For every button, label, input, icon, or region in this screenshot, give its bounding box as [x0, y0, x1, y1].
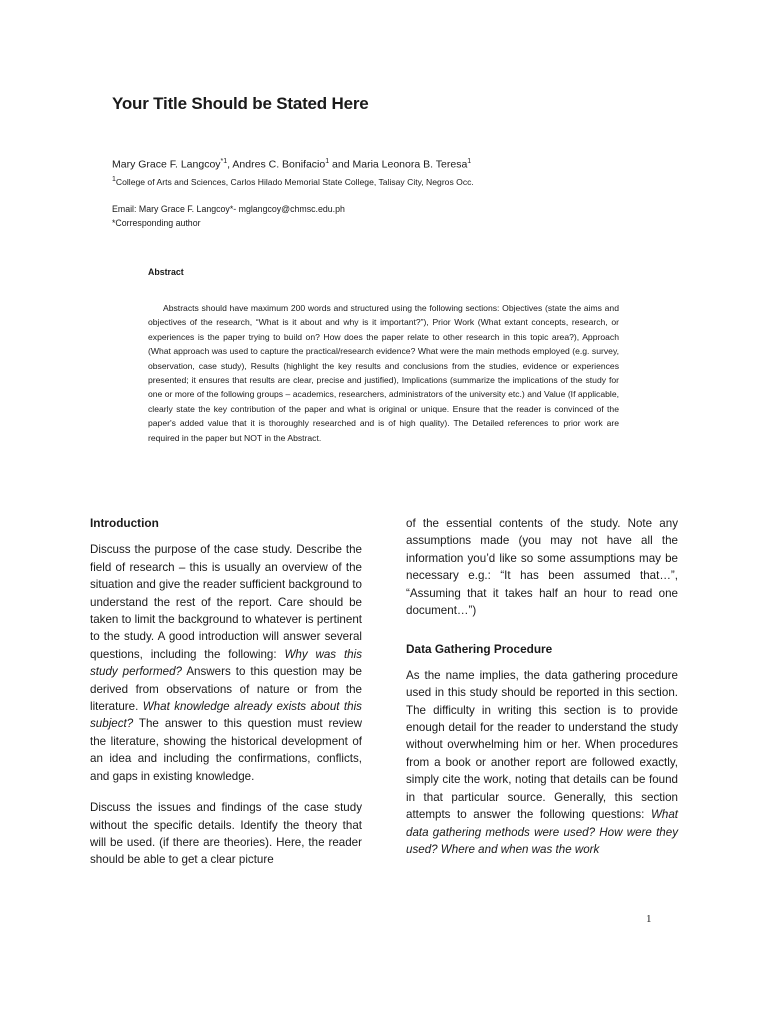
intro-text-a: Discuss the purpose of the case study. Describe the field of research – this is usually an overview of the situation and give the reader sufficient background to understand the rest of the report. Care should be taken to limit the background to whatever is pertinent to the study. A good introduction will answer several questions, including the following:: [90, 543, 362, 661]
corresponding-author-note: *Corresponding author: [112, 218, 201, 228]
paper-title: Your Title Should be Stated Here: [112, 94, 369, 113]
introduction-continuation: of the essential contents of the study. Note any assumptions made (you may not have all the information you’d like so some assumptions may be necessary e.g.: “It has been assumed that…”, “Assuming that it takes half an hour to read one document…”): [406, 517, 678, 618]
right-column: [406, 515, 678, 858]
intro-question-1: Why was this study performed?: [90, 647, 362, 679]
email-line: Email: Mary Grace F. Langcoy*- mglangcoy@chmsc.edu.ph: [112, 204, 345, 214]
page-number: 1: [646, 913, 652, 925]
data-gathering-paragraph: [406, 667, 678, 858]
abstract-heading: Abstract: [148, 267, 184, 277]
data-gathering-heading: Data Gathering Procedure: [406, 642, 553, 657]
introduction-paragraph-2: Discuss the issues and findings of the case study without the specific details. Identify the theory that will be used. (if there are theories). Here, the reader should be able to get a clear picture: [90, 801, 362, 867]
introduction-heading: Introduction: [90, 516, 159, 530]
affiliation-mark: 1: [112, 176, 116, 183]
intro-text-c: The answer to this question must review the literature, showing the historical development of an idea and including the confirmations, conflicts, and gaps in existing knowledge.: [90, 717, 362, 783]
affiliation: [112, 176, 474, 187]
data-gathering-questions: What data gathering methods were used? How were they used? Where and when was the work: [406, 808, 678, 856]
intro-question-2: What knowledge already exists about this subject?: [90, 700, 362, 731]
and-text: and Maria Leonora B. Teresa: [329, 158, 468, 171]
left-column: [90, 515, 362, 869]
coauthor-text: , Andres C. Bonifacio: [227, 158, 326, 171]
affiliation-text: College of Arts and Sciences, Carlos Hilado Memorial State College, Talisay City, Negros Occ.: [115, 176, 474, 187]
intro-text-b: Answers to this question may be derived from observations of nature or from the literature.: [90, 665, 362, 714]
coauthor-1-mark: 1: [325, 158, 330, 165]
data-gathering-text: As the name implies, the data gathering procedure used in this study should be reported in this section. The difficulty in writing this section is to provide enough detail for the reader to understand the study without overwhelming him or her. When procedures from a book or another report are followed exactly, simply cite the work, noting that details can be found in that particular source. Generally, this section attempts to answer the following questions:: [406, 668, 678, 822]
abstract-body: Abstracts should have maximum 200 words and structured using the following sections: Objectives (state the aims and objectives of the research, “What is it about and why is it important?”), Prior Work (What extant concepts, research, or experiences is the paper trying to build on? How does the paper relate to other research in this topic area?), Approach (What approach was used to capture the practical/research evidence? What were the main methods employed (e.g. survey, observation, case study), Results (highlight the key results and conclusions from the studies, evidence or experiences presented; it ensures that results are clear, precise and justified), Implications (summarize the implications of the study for one or more of the following groups – academics, researchers, administrators of the university etc.) and Value (If applicable, clearly state the key contribution of the paper and what is original or unique. Ensure that the reader is convinced of the paper's added value that it is thoroughly researched and is of high quality). The Detailed references to prior work are required in the paper but NOT in the Abstract.: [148, 303, 619, 443]
introduction-paragraph-1: [90, 541, 362, 785]
author-line: [112, 158, 471, 171]
coauthor-2-mark: 1: [467, 158, 472, 165]
primary-author: Mary Grace F. Langcoy: [112, 158, 221, 171]
primary-author-mark: *1: [220, 158, 228, 165]
